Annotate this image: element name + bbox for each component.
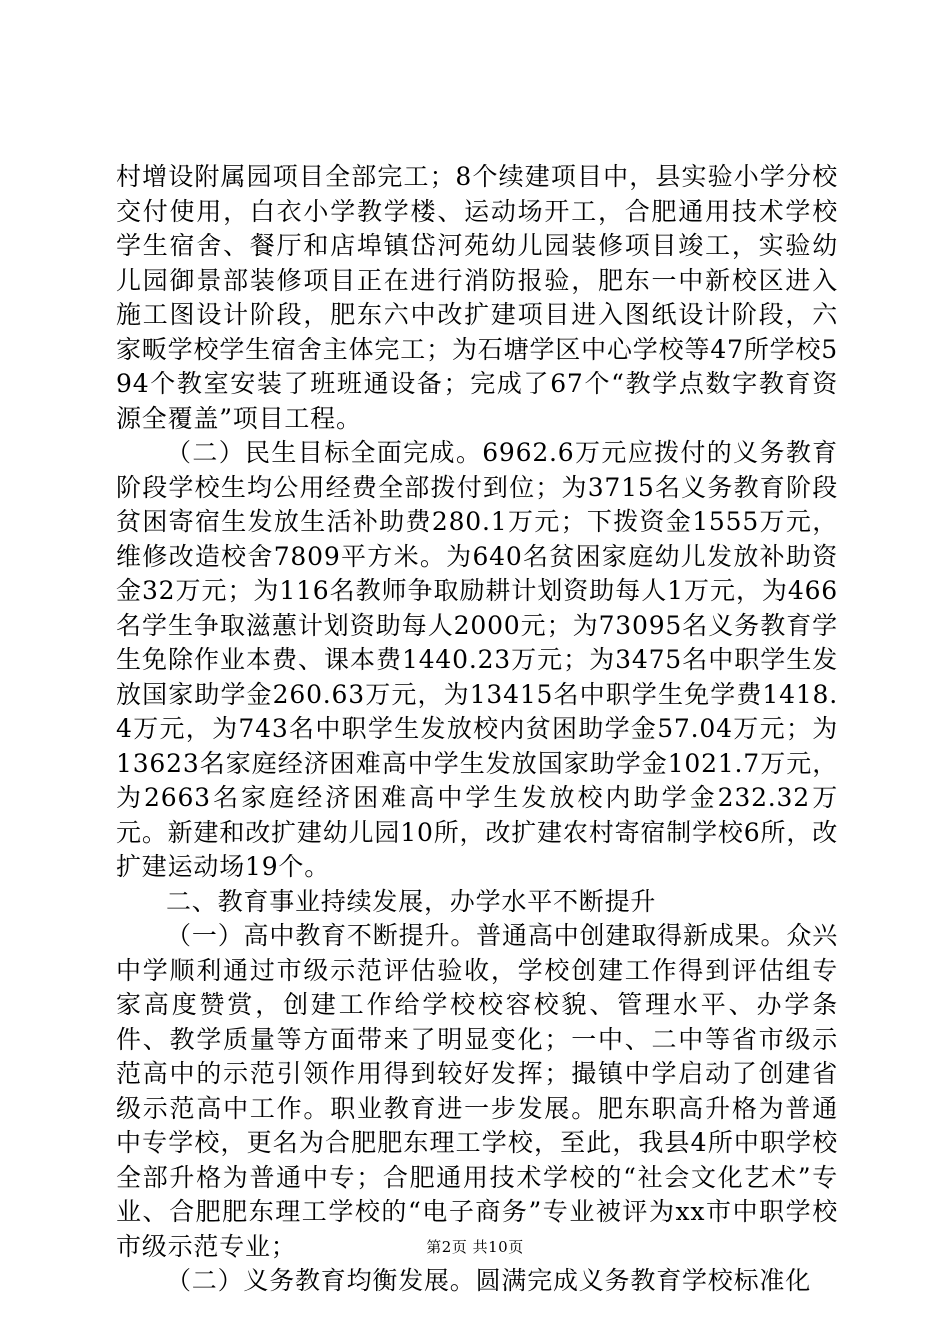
paragraph-construction-projects: 村增设附属园项目全部完工；8个续建项目中，县实验小学分校交付使用，白衣小学教学楼、运动场开工，合肥通用技术学校学生宿舍、餐厅和店埠镇岱河苑幼儿园装修项目竣工，实验幼儿园御景部装修项目正在进行消防报验，肥东一中新校区进入施工图设计阶段，肥东六中改扩建项目进入图纸设计阶段，六家畈学校学生宿舍主体完工；为石塘学区中心学校等47所学校594个教室安装了班班通设备；完成了67个“教学点数字教育资源全覆盖”项目工程。 (116, 162, 838, 433)
paragraph-livelihood-goals: （二）民生目标全面完成。6962.6万元应拨付的义务教育阶段学校生均公用经费全部拨付到位；为3715名义务教育阶段贫困寄宿生发放生活补助费280.1万元；下拨资金1555万元，维修改造校舍7809平方米。为640名贫困家庭幼儿发放补助资金32万元；为116名教师争取励耕计划资助每人1万元，为466名学生争取滋蕙计划资助每人2000元；为73095名义务教育学生免除作业本费、课本费1440.23万元；为3475名中职学生发放国家助学金260.63万元，为13415名中职学生免学费1418.4万元，为743名中职学生发放校内贫困助学金57.04万元；为13623名家庭经济困难高中学生发放国家助学金1021.7万元，为2663名家庭经济困难高中学生发放校内助学金232.32万元。新建和改扩建幼儿园10所，改扩建农村寄宿制学校6所，改扩建运动场19个。 (116, 438, 838, 881)
page-number-footer: 第2页 共10页 (426, 1238, 524, 1256)
paragraph-high-school-education: （一）高中教育不断提升。普通高中创建取得新成果。众兴中学顺利通过市级示范评估验收，学校创建工作得到评估组专家高度赞赏，创建工作给学校校容校貌、管理水平、办学条件、教学质量等方面带来了明显变化；一中、二中等省市级示范高中的示范引领作用得到较好发挥；撮镇中学启动了创建省级示范高中工作。职业教育进一步发展。肥东职高升格为普通中专学校，更名为合肥肥东理工学校，至此，我县4所中职学校全部升格为普通中专；合肥通用技术学校的“社会文化艺术”专业、合肥肥东理工学校的“电子商务”专业被评为xx市中职学校市级示范专业； (116, 921, 838, 1261)
document-body (116, 160, 838, 1299)
section-heading-education-development: 二、教育事业持续发展，办学水平不断提升 (166, 886, 657, 916)
paragraph-compulsory-education: （二）义务教育均衡发展。圆满完成义务教育学校标准化 (166, 1266, 812, 1295)
